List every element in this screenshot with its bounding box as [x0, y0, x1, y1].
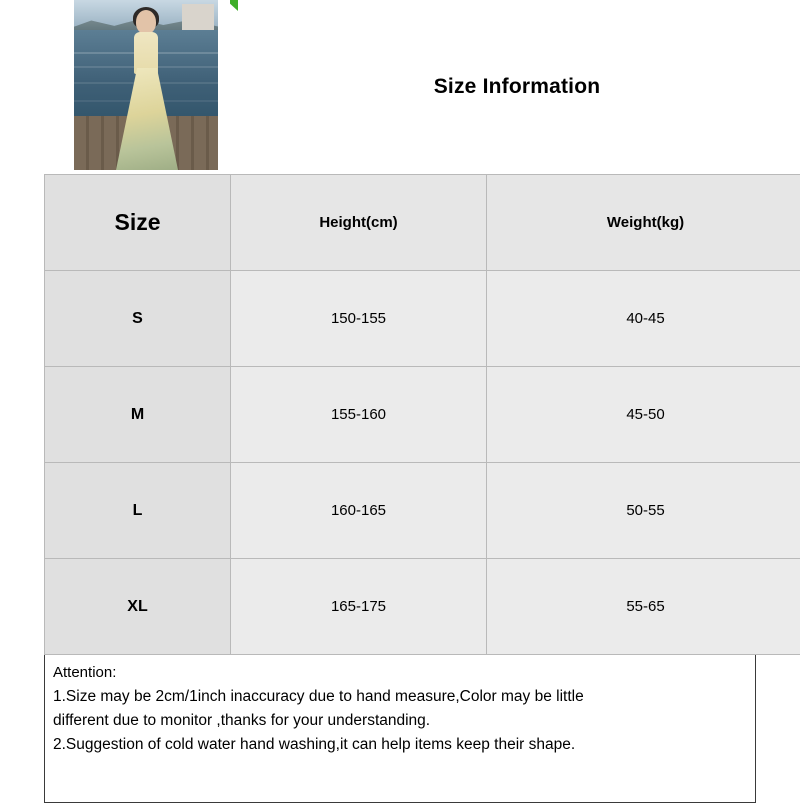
photo-model-skirt	[116, 68, 178, 170]
table-body	[45, 271, 800, 655]
photo-model-head	[136, 10, 156, 34]
table-row	[45, 271, 800, 367]
title-cell	[230, 0, 800, 174]
size-table	[44, 174, 800, 655]
cell-height: 155-160	[231, 367, 487, 463]
cell-size: L	[45, 463, 231, 559]
table-row	[45, 367, 800, 463]
cell-weight: 55-65	[487, 559, 800, 655]
cell-size: XL	[45, 559, 231, 655]
column-header-weight: Weight(kg)	[487, 175, 800, 271]
product-photo	[74, 0, 218, 170]
cell-height: 150-155	[231, 271, 487, 367]
table-row	[45, 463, 800, 559]
cell-weight: 50-55	[487, 463, 800, 559]
table-header-row	[45, 175, 800, 271]
photo-building	[182, 4, 214, 33]
cell-size: S	[45, 271, 231, 367]
photo-model-torso	[134, 32, 158, 74]
table-head	[45, 175, 800, 271]
product-photo-cell	[44, 0, 230, 174]
column-header-size: Size	[45, 175, 231, 271]
page-title: Size Information	[434, 75, 601, 99]
cell-height: 160-165	[231, 463, 487, 559]
attention-box	[44, 655, 756, 803]
column-header-height: Height(cm)	[231, 175, 487, 271]
cell-height: 165-175	[231, 559, 487, 655]
attention-heading: Attention:	[53, 661, 747, 685]
photo-model	[118, 10, 176, 170]
attention-line-3: 2.Suggestion of cold water hand washing,it can help items keep their shape.	[53, 733, 747, 757]
cell-weight: 40-45	[487, 271, 800, 367]
table-row	[45, 559, 800, 655]
attention-line-2: different due to monitor ,thanks for your understanding.	[53, 709, 747, 733]
attention-line-1: 1.Size may be 2cm/1inch inaccuracy due to hand measure,Color may be little	[53, 685, 747, 709]
cell-size: M	[45, 367, 231, 463]
cell-weight: 45-50	[487, 367, 800, 463]
header-row	[44, 0, 800, 174]
